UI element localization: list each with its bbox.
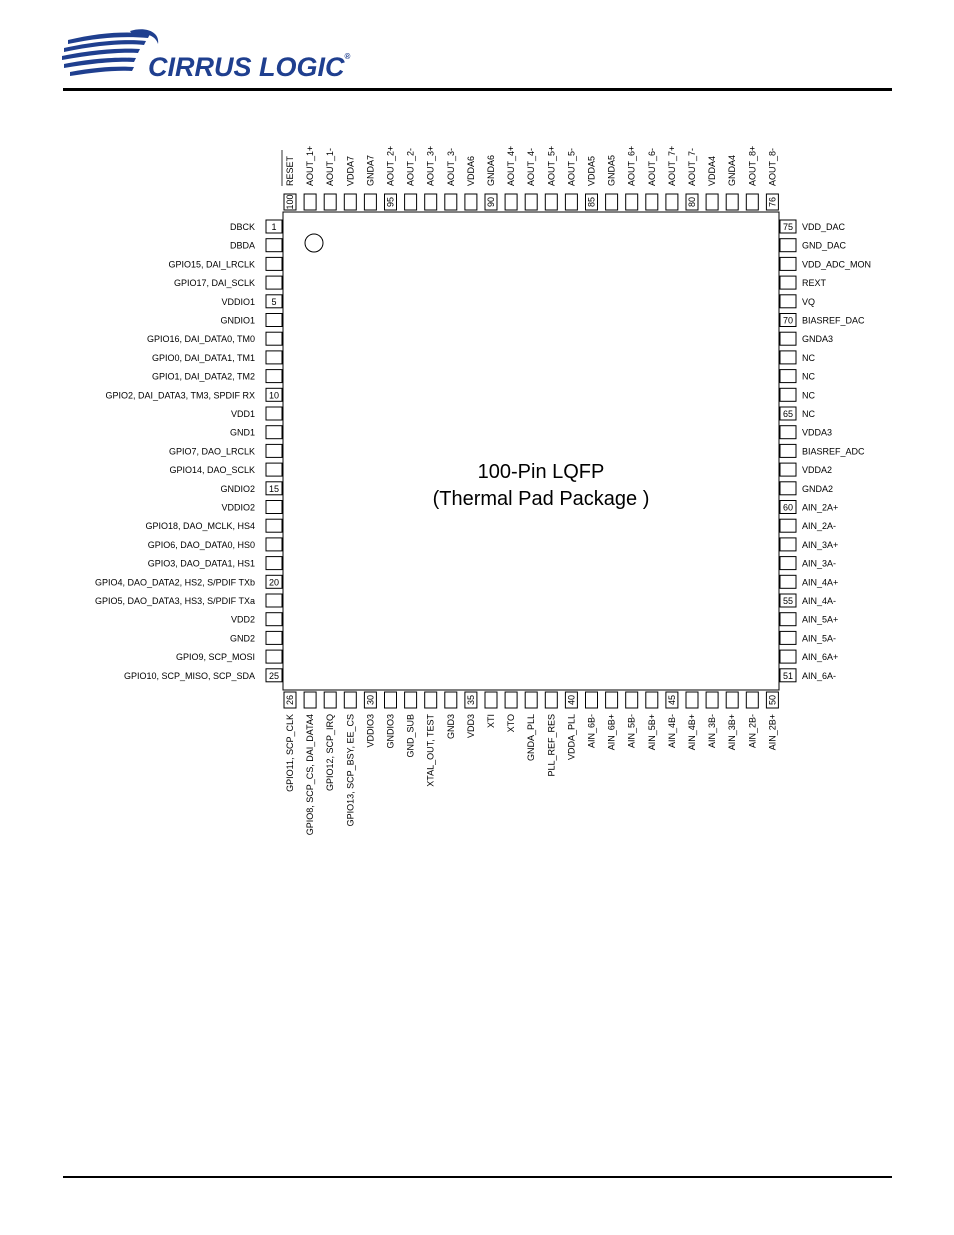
pin-number: 45	[666, 694, 677, 706]
pin-label: GPIO7, DAO_LRCLK	[168, 446, 255, 457]
pin-label: REXT	[802, 278, 827, 289]
pin-box	[780, 519, 796, 532]
pin-label: NC	[802, 409, 815, 419]
pin-number: 100	[285, 194, 295, 210]
pin-label: GND2	[229, 633, 255, 644]
pin-label: GNDIO1	[220, 315, 255, 326]
pin-number: 20	[268, 577, 280, 588]
pin-label: AOUT_6+	[626, 145, 637, 186]
pin-label: AOUT_2+	[385, 145, 396, 186]
pin-box	[266, 239, 282, 252]
pin-box	[304, 692, 316, 708]
pin-box	[465, 194, 477, 210]
pin-box	[706, 692, 718, 708]
pin-label: AOUT_7-	[687, 147, 697, 186]
pin-label: GPIO10, SCP_MISO, SCP_SDA	[123, 670, 255, 681]
pin-label: VQ	[802, 296, 816, 307]
pin-label: GPIO12, SCP_IRQ	[325, 714, 336, 792]
pin-label: VDDA6	[465, 155, 476, 186]
pin-label: AOUT_8+	[747, 145, 758, 186]
pin-label: GND_SUB	[405, 714, 416, 758]
pin-box	[780, 557, 796, 570]
pin-label: VDDIO2	[221, 502, 255, 513]
pin-number: 15	[268, 483, 280, 494]
pin-label: AIN_4A-	[802, 596, 837, 606]
pin-box	[405, 194, 417, 210]
pin-box	[626, 692, 638, 708]
pin-label: AOUT_8-	[767, 147, 778, 186]
pin-box	[606, 194, 618, 210]
pin-box	[606, 692, 618, 708]
pin-label: GPIO17, DAI_SCLK	[173, 278, 255, 289]
pin-number: 70	[782, 315, 794, 326]
logo-wordmark: CIRRUS LOGIC®	[148, 52, 351, 82]
pin-label: VDD1	[230, 409, 255, 419]
pin-label: GND1	[229, 427, 255, 438]
pin-number: 5	[271, 296, 277, 307]
pin-label: AIN_4A+	[802, 577, 839, 588]
pin-label: AIN_4B+	[687, 714, 697, 751]
pin-box	[266, 314, 282, 327]
pin-label: AIN_6B-	[586, 714, 597, 749]
pin-label: GND3	[445, 714, 456, 740]
pin-box	[780, 388, 796, 401]
pin-box	[726, 194, 738, 210]
pin-box	[780, 575, 796, 588]
pin-box	[746, 692, 758, 708]
pin-number: 85	[586, 196, 597, 208]
pin-box	[780, 370, 796, 383]
pin-label: AIN_3A+	[802, 539, 839, 550]
pin-box	[266, 276, 282, 289]
pin-box	[364, 194, 376, 210]
pin-label: AIN_2A-	[802, 521, 837, 532]
pin-label: VDD_DAC	[802, 222, 846, 232]
pin-label: AOUT_2-	[405, 147, 416, 186]
pin-box	[780, 538, 796, 551]
pin-box	[780, 332, 796, 345]
pin-box	[266, 557, 282, 570]
pin-box	[266, 332, 282, 345]
pin-label: AIN_2B-	[747, 714, 758, 749]
pin-label: GPIO2, DAI_DATA3, TM3, SPDIF RX	[105, 390, 255, 401]
pin-label: AIN_3B+	[727, 714, 738, 751]
pin-box	[780, 631, 796, 644]
pin-box	[485, 692, 497, 708]
pin-box	[780, 650, 796, 663]
pin-label: AIN_6A-	[802, 670, 837, 681]
pin-box	[266, 257, 282, 270]
pin-box	[344, 692, 356, 708]
pin-label: BIASREF_DAC	[802, 315, 865, 326]
pin-label: GNDA2	[802, 483, 834, 494]
pin-label: AOUT_3+	[425, 145, 436, 186]
pin-label: AIN_5B+	[646, 714, 657, 751]
pin-box	[266, 351, 282, 364]
pin-label: VDDA4	[707, 155, 718, 186]
pin-box	[666, 194, 678, 210]
pin-box	[266, 444, 282, 457]
pin-label: VDDA5	[586, 155, 597, 186]
pin-label: GNDA7	[365, 154, 376, 186]
pin-label: AIN_5A+	[802, 614, 839, 625]
pin-label: AIN_4B-	[666, 714, 677, 749]
pin-label: GPIO1, DAI_DATA2, TM2	[151, 371, 255, 382]
chip-title-line1: 100-Pin LQFP	[477, 461, 605, 483]
pin-box	[746, 194, 758, 210]
pin-box	[780, 257, 796, 270]
pin-box	[780, 239, 796, 252]
pin-number: 25	[268, 670, 280, 681]
chip-title-line2: (Thermal Pad Package )	[432, 488, 650, 510]
pin-box	[780, 463, 796, 476]
pin-box	[646, 194, 658, 210]
pin-number: 1	[271, 222, 277, 232]
pin-label: AOUT_1-	[325, 147, 336, 186]
pin-box	[445, 194, 457, 210]
pin-label: GPIO16, DAI_DATA0, TM0	[146, 334, 255, 345]
pin-box	[626, 194, 638, 210]
pin-label: GPIO15, DAI_LRCLK	[168, 259, 255, 270]
pin-label: GPIO5, DAO_DATA3, HS3, S/PDIF TXa	[94, 596, 255, 606]
pin-box	[706, 194, 718, 210]
pin-box	[425, 692, 437, 708]
pin-box	[646, 692, 658, 708]
pin-box	[780, 276, 796, 289]
pin-box	[266, 463, 282, 476]
pin1-indicator-icon	[305, 234, 323, 252]
pin-box	[565, 194, 577, 210]
pin-box	[445, 692, 457, 708]
pin-label: AOUT_3-	[445, 147, 456, 186]
pin-label: AIN_6A+	[802, 652, 839, 663]
pin-box	[686, 692, 698, 708]
pin-label: AIN_6B+	[606, 714, 617, 751]
pin-box	[780, 444, 796, 457]
chip-body	[283, 212, 779, 690]
pin-box	[425, 194, 437, 210]
pin-label: GNDIO3	[385, 714, 396, 749]
pin-box	[525, 692, 537, 708]
pin-label: GPIO13, SCP_BSY, EE_CS	[345, 714, 356, 827]
pin-label: PLL_REF_RES	[546, 714, 557, 777]
pin-box	[266, 538, 282, 551]
pin-box	[780, 295, 796, 308]
pin-label: AIN_3A-	[802, 558, 837, 569]
pin-label: VDD3	[465, 714, 476, 739]
bottom-pin-row	[284, 692, 778, 835]
pin-box	[266, 501, 282, 514]
pin-box	[266, 631, 282, 644]
pin-label: VDDA_PLL	[566, 714, 577, 761]
pin-box	[545, 194, 557, 210]
pin-label: GPIO0, DAI_DATA1, TM1	[151, 352, 255, 363]
pin-label: GPIO8, SCP_CS, DAI_DATA4	[305, 714, 316, 836]
pin-label: AOUT_7+	[666, 145, 677, 186]
top-pin-row	[282, 146, 778, 210]
pin-label: GNDA_PLL	[526, 714, 537, 762]
pin-number: 40	[566, 694, 577, 706]
pin-number: 76	[767, 196, 778, 208]
pin-label: AOUT_4-	[526, 147, 537, 186]
right-pin-row	[780, 220, 871, 682]
pin-label: XTO	[506, 714, 517, 733]
pin-label: GPIO18, DAO_MCLK, HS4	[145, 521, 255, 532]
left-pin-row	[95, 220, 282, 682]
pin-label: AIN_5B-	[626, 714, 637, 749]
pin-box	[344, 194, 356, 210]
pin-label: GNDIO2	[220, 483, 255, 494]
pin-box	[385, 692, 397, 708]
pin-number: 51	[782, 670, 794, 681]
pin-box	[405, 692, 417, 708]
pin-box	[324, 194, 336, 210]
pin-number: 75	[782, 222, 794, 232]
pin-label: DBDA	[229, 240, 255, 251]
pin-label: VDD2	[230, 614, 255, 625]
pin-number: 55	[782, 596, 794, 606]
pin-label: AOUT_5+	[546, 145, 557, 186]
pin-box	[780, 426, 796, 439]
pin-box	[726, 692, 738, 708]
pin-label: RESET	[285, 155, 295, 186]
pin-label: GND_DAC	[802, 240, 847, 251]
pin-label: VDDA3	[802, 427, 833, 438]
pin-box	[324, 692, 336, 708]
pin-label: GPIO14, DAO_SCLK	[169, 465, 255, 476]
pin-box	[266, 407, 282, 420]
pin-label: VDDIO3	[365, 714, 376, 748]
pin-number: 95	[385, 196, 396, 208]
pin-box	[266, 650, 282, 663]
pin-number: 80	[687, 196, 697, 208]
pin-box	[505, 692, 517, 708]
pin-label: AOUT_1+	[305, 145, 316, 186]
pin-label: GPIO6, DAO_DATA0, HS0	[147, 539, 255, 550]
pin-label: GPIO9, SCP_MOSI	[175, 652, 255, 663]
pin-label: DBCK	[229, 222, 255, 232]
pin-label: VDDA7	[345, 155, 356, 186]
pin-box	[505, 194, 517, 210]
pin-box	[780, 482, 796, 495]
pin-number: 26	[285, 694, 295, 706]
pin-label: GNDA5	[606, 154, 617, 186]
pin-label: NC	[802, 352, 815, 363]
pin-label: NC	[802, 371, 815, 382]
pin-label: AIN_2B+	[767, 714, 778, 751]
pin-box	[780, 351, 796, 364]
pin-label: AOUT_5-	[566, 147, 577, 186]
pin-label: NC	[802, 390, 815, 401]
pin-box	[266, 426, 282, 439]
pin-number: 35	[465, 694, 476, 706]
pin-number: 10	[268, 390, 280, 401]
pin-number: 30	[365, 694, 376, 706]
pin-label: VDDA2	[802, 465, 833, 476]
pin-box	[266, 613, 282, 626]
pin-number: 50	[767, 694, 778, 706]
pin-box	[266, 594, 282, 607]
pin-label: AIN_2A+	[802, 502, 839, 513]
pin-number: 90	[486, 196, 496, 208]
pin-label: GNDA6	[486, 154, 496, 186]
pin-box	[780, 613, 796, 626]
pin-box	[545, 692, 557, 708]
pin-label: GPIO11, SCP_CLK	[285, 714, 295, 792]
pin-number: 65	[782, 409, 794, 419]
pin-box	[525, 194, 537, 210]
pin-label: GNDA3	[802, 334, 834, 345]
pin-label: BIASREF_ADC	[802, 446, 865, 457]
pin-label: GNDA4	[727, 154, 738, 186]
pin-box	[304, 194, 316, 210]
pin-number: 60	[782, 502, 794, 513]
pin-box	[586, 692, 598, 708]
pin-label: XTI	[486, 714, 496, 729]
pin-label: VDD_ADC_MON	[802, 259, 872, 270]
pin-box	[266, 370, 282, 383]
pin-label: GPIO3, DAO_DATA1, HS1	[147, 558, 255, 569]
pin-label: AIN_3B-	[707, 714, 718, 749]
pin-label: AOUT_6-	[646, 147, 657, 186]
pin-label: AIN_5A-	[802, 633, 837, 644]
pin-box	[266, 519, 282, 532]
pin-label: XTAL_OUT, TEST	[425, 714, 436, 787]
pin-label: AOUT_4+	[506, 145, 517, 186]
pin-label: GPIO4, DAO_DATA2, HS2, S/PDIF TXb	[94, 577, 255, 588]
pin-label: VDDIO1	[221, 296, 255, 307]
